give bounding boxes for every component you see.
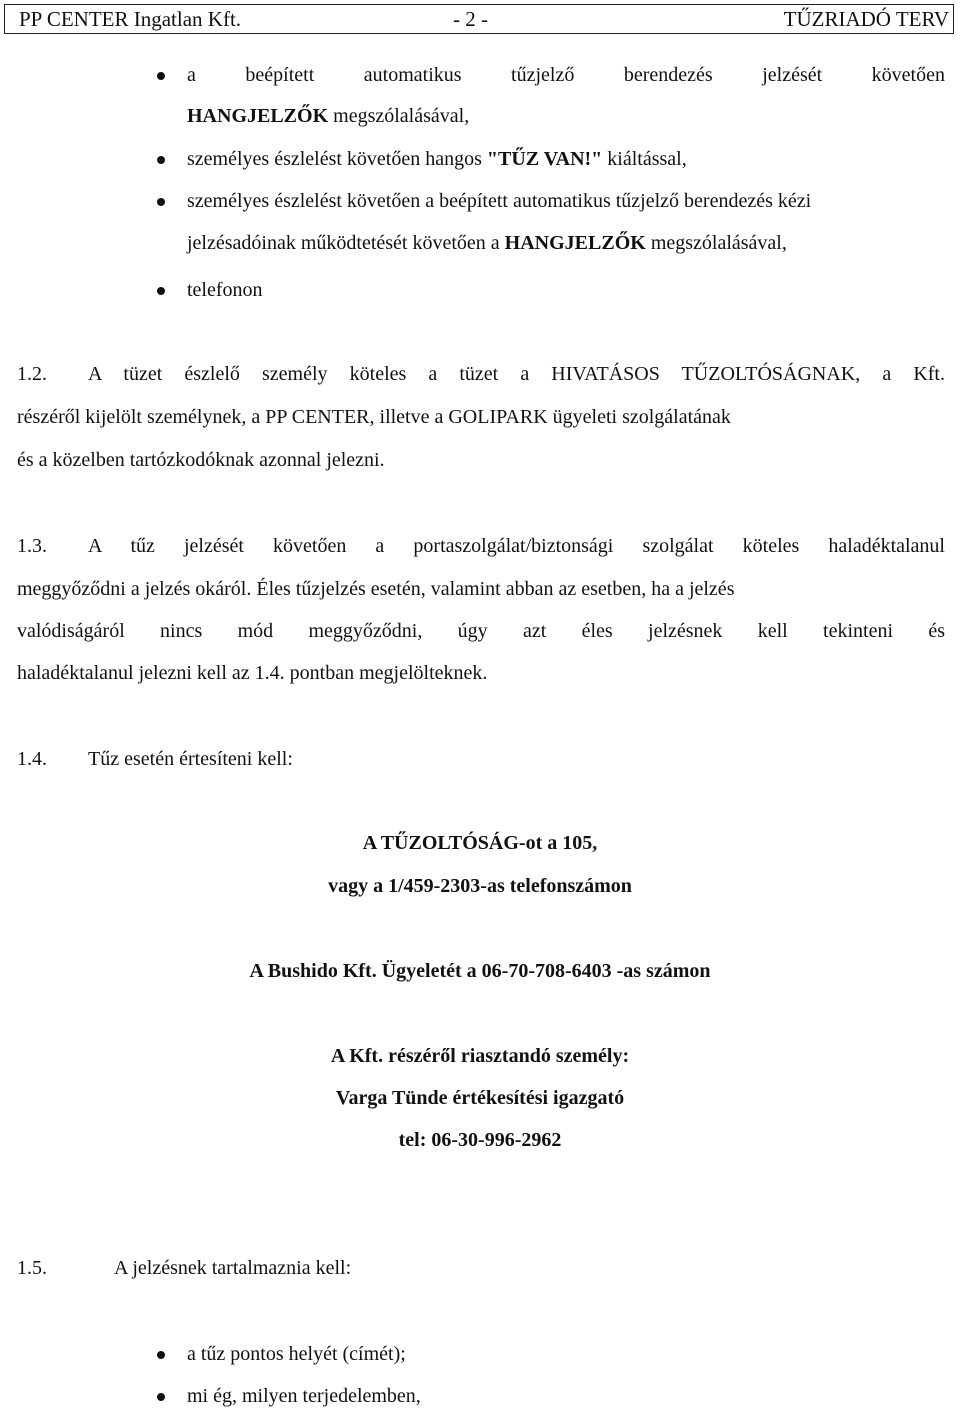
section-heading: Tűz esetén értesíteni kell:: [88, 748, 293, 770]
bullet-icon: [157, 72, 165, 80]
text: megszólalásával,: [645, 232, 787, 254]
text: személyes észlelést követően hangos: [187, 148, 487, 170]
section-heading: A jelzésnek tartalmaznia kell:: [114, 1257, 352, 1279]
bullet-icon: [157, 287, 165, 295]
list-item: telefonon: [187, 279, 263, 301]
paragraph-line: valódiságáról nincs mód meggyőződni, úgy azt éles jelzésnek kell tekinteni és: [17, 620, 945, 642]
page-header: [4, 4, 954, 34]
contact-person-name: Varga Tünde értékesítési igazgató: [335, 1087, 625, 1109]
text: jelzésadóinak működtetését követően a: [187, 232, 505, 254]
text: kiáltással,: [602, 148, 687, 170]
fire-department-contact: A TŰZOLTÓSÁG-ot a 105,: [362, 832, 598, 854]
fire-department-phone: vagy a 1/459-2303-as telefonszámon: [328, 875, 632, 897]
bold-text: HANGJELZŐK: [504, 232, 646, 254]
section-number: 1.5.: [17, 1257, 47, 1279]
text: megszólalásával,: [328, 105, 470, 127]
list-item: személyes észlelést követően a beépített automatikus tűzjelző berendezés kézi: [187, 190, 812, 212]
bullet-icon: [157, 156, 165, 164]
contact-person-phone: tel: 06-30-996-2962: [398, 1129, 562, 1151]
paragraph-line: A tűz jelzését követően a portaszolgálat/biztonsági szolgálat köteles haladéktalanul: [88, 535, 945, 557]
bold-text: "TŰZ VAN!": [486, 148, 603, 170]
paragraph-line: részéről kijelölt személynek, a PP CENTER, illetve a GOLIPARK ügyeleti szolgálatának: [17, 406, 731, 428]
list-item: a beépített automatikus tűzjelző berendezés jelzését követően: [187, 64, 945, 86]
bullet-icon: [157, 1351, 165, 1359]
list-item: mi ég, milyen terjedelemben,: [187, 1385, 421, 1407]
section-number: 1.4.: [17, 748, 47, 770]
header-page-number: - 2 -: [453, 7, 488, 31]
list-item: a tűz pontos helyét (címét);: [187, 1343, 406, 1365]
list-item-continuation: [187, 230, 787, 256]
bold-text: HANGJELZŐK: [187, 105, 329, 127]
paragraph-line: és a közelben tartózkodóknak azonnal jelezni.: [17, 449, 385, 471]
security-duty-contact: A Bushido Kft. Ügyeletét a 06-70-708-6403 -as számon: [249, 960, 711, 982]
paragraph-line: haladéktalanul jelezni kell az 1.4. pontban megjelölteknek.: [17, 662, 488, 684]
list-item: [187, 146, 687, 172]
contact-person-heading: A Kft. részéről riasztandó személy:: [330, 1045, 630, 1067]
bullet-icon: [157, 1393, 165, 1401]
section-number: 1.3.: [17, 535, 47, 557]
paragraph-line: A tüzet észlelő személy köteles a tüzet a HIVATÁSOS TŰZOLTÓSÁGNAK, a Kft.: [88, 363, 945, 385]
paragraph-line: meggyőződni a jelzés okáról. Éles tűzjelzés esetén, valamint abban az esetben, ha a jelzés: [17, 578, 735, 600]
section-number: 1.2.: [17, 363, 47, 385]
header-document-title: TŰZRIADÓ TERV: [783, 7, 949, 31]
list-item-continuation: [187, 103, 469, 129]
bullet-icon: [157, 198, 165, 206]
header-company: PP CENTER Ingatlan Kft.: [19, 7, 242, 31]
